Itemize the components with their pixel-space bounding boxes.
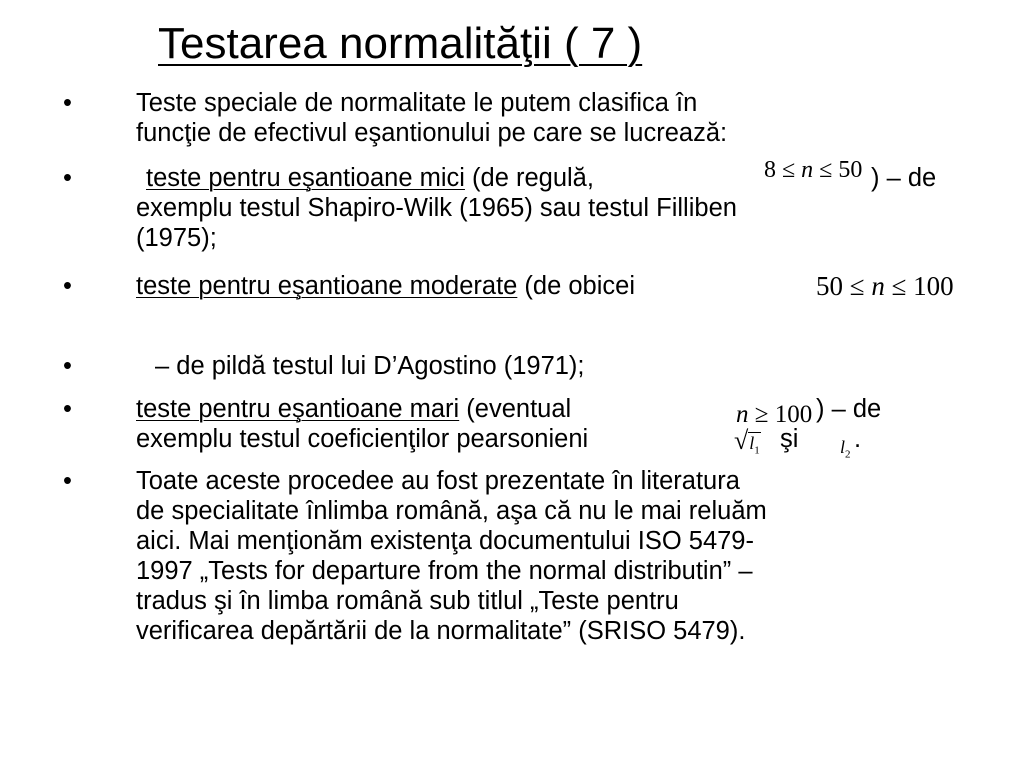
bullet-line — [136, 394, 996, 428]
bullet-line: exemplu testul Shapiro-Wilk (1965) sau testul Filliben — [136, 194, 737, 222]
bullet-marker: • — [63, 89, 72, 117]
l2-formula — [840, 432, 851, 470]
bullet-marker: • — [63, 395, 72, 423]
text-segment: (de regulă, — [464, 164, 594, 192]
text-segment: exemplu testul coeficienţilor pearsonieni — [136, 425, 589, 453]
math-value: 100 — [774, 401, 813, 428]
bullet-line — [136, 157, 996, 193]
math-relation: ≥ — [754, 401, 769, 428]
bullet-line — [136, 424, 996, 461]
sqrt-l1-formula — [734, 426, 761, 466]
math-range-moderate: 50 ≤ n ≤ 100 — [816, 271, 954, 301]
bullet-line: de specialitate înlimba română, aşa că nu le mai reluăm — [136, 497, 767, 525]
math-variable: n — [801, 157, 814, 183]
math-lower: 50 — [816, 271, 843, 301]
text-segment: şi — [780, 425, 799, 453]
bullet-text — [136, 394, 996, 461]
bullet-line: verificarea depărtării de la normalitate” (SRISO 5479). — [136, 617, 746, 645]
bullet-text — [136, 157, 996, 253]
bullet-line: 1997 „Tests for departure from the normal distributin” – — [136, 557, 753, 585]
bullet-marker: • — [63, 272, 72, 300]
bullet-marker: • — [63, 164, 72, 192]
bullet-text: – de pildă testul lui D’Agostino (1971); — [155, 352, 585, 380]
bullet-text — [136, 466, 996, 646]
text-segment: ) – de — [816, 395, 882, 423]
text-segment: (eventual — [459, 395, 572, 423]
bullet-line: tradus şi în limba română sub titlul „Teste pentru — [136, 587, 679, 615]
text-segment: ) – de — [871, 164, 937, 192]
bullet-line: Teste speciale de normalitate le putem clasifica în — [136, 89, 698, 117]
sqrt-icon: √ — [734, 426, 749, 455]
text-segment: . — [854, 425, 862, 453]
math-upper: 100 — [913, 271, 954, 301]
math-variable: l — [840, 437, 846, 457]
link-small-samples[interactable]: teste pentru eşantioane mici — [146, 164, 465, 192]
math-subscript: 2 — [845, 448, 851, 461]
bullet-line: aici. Mai menţionăm existenţa documentului ISO 5479- — [136, 527, 754, 555]
bullet-line: (1975); — [136, 224, 217, 252]
bullet-marker: • — [63, 352, 72, 380]
math-variable: n — [736, 401, 749, 428]
bullet-text — [136, 88, 996, 148]
bullet-marker: • — [63, 467, 72, 495]
link-moderate-samples[interactable]: teste pentru eşantioane moderate — [136, 272, 518, 300]
bullet-line: funcţie de efectivul eşantionului pe care se lucrează: — [136, 119, 728, 147]
slide-title: Testarea normalităţii ( 7 ) — [158, 19, 643, 68]
bullet-line: Toate aceste procedee au fost prezentate în literatura — [136, 467, 740, 495]
math-upper: 50 — [838, 157, 863, 183]
link-large-samples[interactable]: teste pentru eşantioane mari — [136, 395, 460, 423]
math-subscript: 1 — [754, 444, 760, 457]
math-variable: n — [871, 271, 885, 301]
bullet-line — [136, 271, 996, 301]
text-segment: (de obicei — [517, 272, 635, 300]
math-range-small: 8 ≤ n ≤ 50 — [764, 157, 863, 183]
math-variable: l — [749, 433, 755, 453]
math-lower: 8 — [764, 157, 776, 183]
bullet-text — [136, 271, 996, 301]
